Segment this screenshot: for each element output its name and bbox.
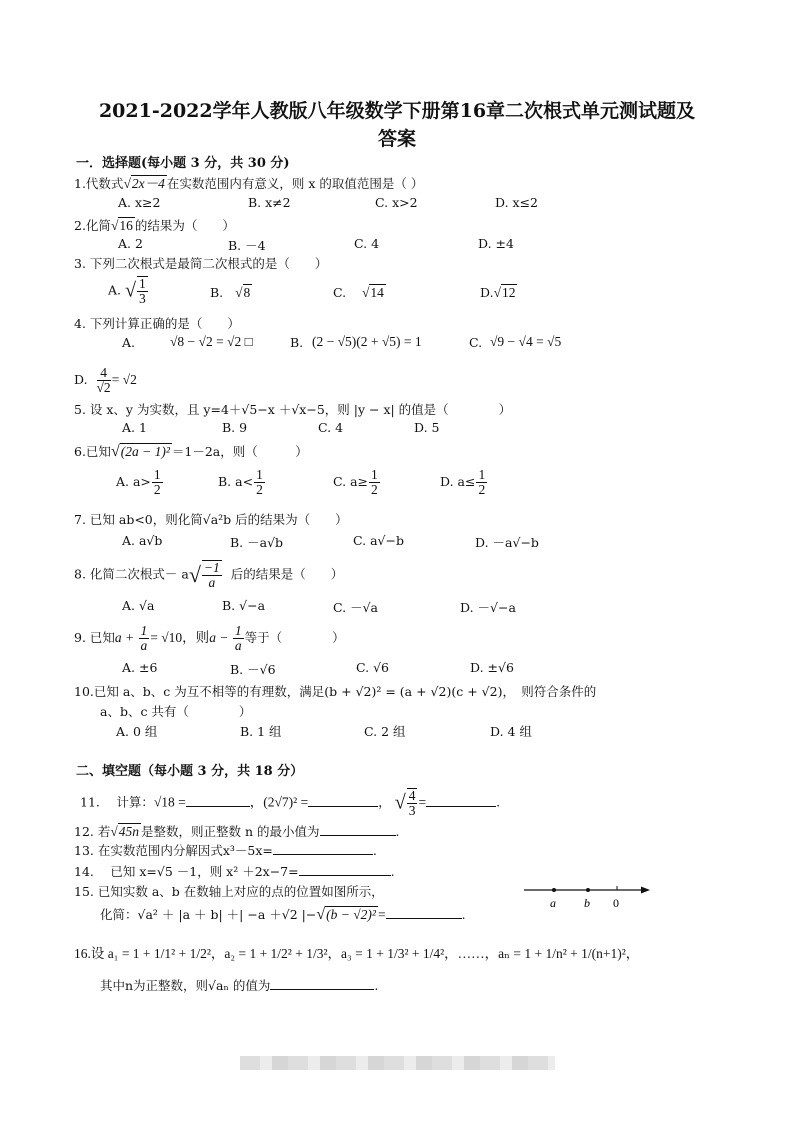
q1-prefix: 1.代数式 xyxy=(74,176,124,191)
q8-radical-sign: √ xyxy=(188,562,201,588)
q10-option-d: D. 4 组 xyxy=(490,724,532,739)
q12-blank[interactable] xyxy=(320,823,396,836)
q10-option-b: B. 1 组 xyxy=(240,724,282,739)
q14-blank[interactable] xyxy=(299,863,391,876)
q3-d-radical xyxy=(494,285,501,300)
q13-blank[interactable] xyxy=(273,842,373,855)
label-b: b xyxy=(584,896,590,910)
q4-d-denominator: √2 xyxy=(96,380,111,396)
q6-label-b: B. a< xyxy=(218,474,254,490)
q11-fraction xyxy=(407,788,418,818)
q6-suffix: ＝1－2a，则（ ） xyxy=(171,444,308,459)
q9-den2: a xyxy=(234,638,242,654)
q6-a-den: 2 xyxy=(153,482,161,498)
q16-end: . xyxy=(374,978,379,993)
q3-radical-sign: √ xyxy=(125,279,136,302)
q8-denominator: a xyxy=(208,575,216,591)
q11-part3: ， xyxy=(378,794,391,810)
q5-option-d: D. 5 xyxy=(414,420,440,435)
q6-label-a: A. a> xyxy=(116,474,151,490)
q4-d-numerator: 4 xyxy=(97,366,111,381)
number-line-diagram xyxy=(522,882,654,912)
question-16 xyxy=(74,942,639,962)
q16-sequence-definition: 16.设 a₁ = 1 + 1/1² + 1/2²，a₂ = 1 + 1/2² + 1/3²，a₃ = 1 + 1/3² + 1/4²，……，aₙ = 1 + 1/n² + 1/(n+1)²， xyxy=(74,946,640,961)
q6-c-num: 1 xyxy=(371,467,378,482)
q9-expr2: a − xyxy=(209,630,232,646)
q11-blank-3[interactable] xyxy=(426,794,496,807)
number-line-arrow xyxy=(641,887,650,894)
q10-option-c: C. 2 组 xyxy=(364,724,406,739)
page-title: 2021-2022学年人教版八年级数学下册第16章二次根式单元测试题及 xyxy=(98,100,696,122)
question-10-line2: a、b、c 共有（ ） xyxy=(100,704,252,719)
q8-option-b: B. √−a xyxy=(222,598,266,613)
question-3: 3. 下列二次根式是最简二次根式的是（ ） xyxy=(74,256,328,271)
q3-option-a xyxy=(108,276,149,306)
question-13 xyxy=(74,841,377,859)
q14-prefix: 14. 已知 x=√5 －1，则 x² ＋2x−7= xyxy=(74,864,299,879)
q5-option-c: C. 4 xyxy=(318,420,344,435)
q6-b-fraction xyxy=(254,468,265,497)
q6-label-d: D. a≤ xyxy=(440,474,476,490)
q6-option-c xyxy=(333,468,381,497)
q8-fraction xyxy=(202,560,222,590)
q9-num2: 1 xyxy=(234,623,242,638)
q5-option-b: B. 9 xyxy=(222,420,248,435)
q6-radicand: (2a − 1)² xyxy=(120,444,170,459)
q6-d-fraction xyxy=(476,468,487,497)
question-6 xyxy=(74,442,308,461)
q6-prefix: 6.已知 xyxy=(74,444,111,459)
q8-option-c: C. －√a xyxy=(333,600,378,615)
q3-option-d xyxy=(480,284,517,301)
q1-suffix: 在实数范围内有意义，则 x 的取值范围是（ ） xyxy=(166,176,424,191)
q1-radical-sign xyxy=(123,176,130,191)
q11-denominator: 3 xyxy=(408,803,416,819)
q15-equals: = xyxy=(377,907,386,922)
q8-option-a: A. √a xyxy=(122,598,155,613)
q2-option-d: D. ±4 xyxy=(478,236,514,251)
q6-d-num: 1 xyxy=(478,467,486,482)
q12-radical-sign xyxy=(110,824,117,839)
q7-option-a: A. a√b xyxy=(122,533,163,548)
q4-d-rhs: = √2 xyxy=(111,372,137,388)
q1-option-b: B. x≠2 xyxy=(248,195,291,210)
question-12 xyxy=(74,822,400,840)
q6-b-num: 1 xyxy=(256,467,263,482)
section-choice-heading: 一．选择题(每小题 3 分，共 30 分) xyxy=(76,156,290,171)
q1-option-a: A. x≥2 xyxy=(118,195,161,210)
q6-c-fraction xyxy=(369,468,380,497)
label-a: a xyxy=(550,896,556,910)
point-b xyxy=(586,888,590,892)
q4-d-fraction xyxy=(97,366,111,395)
q3-numerator: 1 xyxy=(138,276,146,291)
q9-option-a: A. ±6 xyxy=(122,660,158,675)
question-7: 7. 已知 ab<0，则化简√a²b 后的结果为（ ） xyxy=(74,512,348,527)
q9-mid: = √10，则 xyxy=(150,630,210,646)
q4-option-c-expr xyxy=(490,334,561,350)
q9-num1: 1 xyxy=(140,623,148,638)
q7-option-b: B. －a√b xyxy=(230,535,284,550)
q6-b-den: 2 xyxy=(256,482,263,498)
q4-option-b-label: B. xyxy=(290,335,304,350)
question-14 xyxy=(74,862,395,880)
q11-blank-1[interactable] xyxy=(186,794,250,807)
blurred-footer-watermark xyxy=(240,1056,555,1070)
q3-c-radical xyxy=(362,285,369,300)
q4-option-a-expr xyxy=(170,334,253,350)
q12-suffix: 是整数，则正整数 n 的最小值为 xyxy=(141,824,320,839)
q15-expression: 化简：√a² ＋ |a ＋ b| ＋| −a ＋√2 |− xyxy=(100,907,317,922)
q3-b-radical xyxy=(235,285,242,300)
q8-prefix: 8. 化简二次根式－ a xyxy=(74,566,189,582)
q8-option-d: D. －√−a xyxy=(460,600,516,615)
q5-option-a: A. 1 xyxy=(122,420,147,435)
question-11 xyxy=(80,788,500,818)
q6-d-den: 2 xyxy=(478,482,486,498)
q7-option-d: D. －a√−b xyxy=(475,535,539,550)
q9-suffix: 等于（ ） xyxy=(244,630,345,646)
q13-end: . xyxy=(372,843,377,858)
q8-numerator: −1 xyxy=(203,560,220,575)
q9-expr1: a + xyxy=(114,630,138,646)
question-5: 5. 设 x、y 为实数，且 y=4＋√5−x ＋√x−5，则 |y − x| 的值是（ ） xyxy=(74,402,512,417)
question-15-line2 xyxy=(100,905,466,924)
q15-radical-sign: √ xyxy=(316,906,326,923)
q2-prefix: 2.化简 xyxy=(74,218,111,233)
q3-option-c xyxy=(333,284,386,301)
question-2 xyxy=(74,216,235,234)
label-zero: 0 xyxy=(613,896,619,910)
q12-radicand: 45n xyxy=(118,824,140,839)
q13-prefix: 13. 在实数范围内分解因式x³－5x= xyxy=(74,843,273,858)
q4-option-c-label: C. xyxy=(469,335,483,350)
q11-part4: = xyxy=(418,794,427,810)
q12-end: . xyxy=(395,824,400,839)
q1-option-c: C. x>2 xyxy=(375,195,418,210)
q6-label-c: C. a≥ xyxy=(333,474,368,490)
q6-option-a xyxy=(116,468,164,497)
section-fill-heading: 二、填空题（每小题 3 分，共 18 分） xyxy=(76,764,304,779)
q2-suffix: 的结果为（ ） xyxy=(134,218,235,233)
q4-label-d: D. xyxy=(74,372,88,388)
question-1 xyxy=(74,174,423,192)
question-4: 4. 下列计算正确的是（ ） xyxy=(74,316,240,331)
point-a xyxy=(552,888,556,892)
q6-c-den: 2 xyxy=(371,482,378,498)
q9-den1: a xyxy=(140,638,148,654)
q4-option-d xyxy=(74,366,137,395)
q8-suffix: 后的结果是（ ） xyxy=(230,566,344,582)
q2-option-b: B. －4 xyxy=(228,238,266,253)
q3-fraction xyxy=(137,276,148,306)
page-title-line2: 答案 xyxy=(377,128,416,150)
q3-denominator: 3 xyxy=(138,291,146,307)
q11-part1: √18 = xyxy=(153,794,186,810)
q3-label-b: B. xyxy=(210,285,224,300)
q11-blank-2[interactable] xyxy=(308,794,378,807)
q7-option-c: C. a√−b xyxy=(353,533,404,548)
q9-fraction-1 xyxy=(139,624,150,653)
q9-option-c: C. √6 xyxy=(356,660,389,675)
q1-option-d: D. x≤2 xyxy=(495,195,538,210)
q15-blank[interactable] xyxy=(386,906,462,919)
q11-numerator: 4 xyxy=(408,788,416,803)
q14-end: . xyxy=(390,864,395,879)
q6-option-b xyxy=(218,468,266,497)
q6-option-d xyxy=(440,468,488,497)
q2-option-a: A. 2 xyxy=(118,236,143,251)
q11-end: . xyxy=(496,794,501,810)
question-10: 10.已知 a、b、c 为互不相等的有理数，满足(b + √2)² = (a + √2)(c + √2)， 则符合条件的 xyxy=(74,684,597,699)
q9-option-b: B. －√6 xyxy=(230,662,276,677)
question-9 xyxy=(74,624,345,653)
q9-fraction-2 xyxy=(233,624,244,653)
q6-radical-sign xyxy=(111,443,120,460)
q10-option-a: A. 0 组 xyxy=(116,724,158,739)
q2-radical-sign xyxy=(111,218,118,233)
q3-d-radicand: 12 xyxy=(501,285,516,300)
q16-blank[interactable] xyxy=(270,977,374,990)
q2-radicand: 16 xyxy=(119,218,133,233)
q9-prefix: 9. 已知 xyxy=(74,630,115,646)
q11-radical-sign: √ xyxy=(394,791,406,814)
q4-option-b-expr: (2 − √5)(2 + √5) = 1 xyxy=(312,334,422,349)
q3-label-c: C. xyxy=(333,285,347,300)
q4-c-expr-text: 9 − √4 = √5 xyxy=(497,334,562,349)
q2-option-c: C. 4 xyxy=(354,236,380,251)
q4-option-a-label: A. xyxy=(122,335,136,350)
q4-a-expr-text: 8 − √2 = √2 □ xyxy=(177,334,253,349)
q3-c-radicand: 14 xyxy=(370,285,384,300)
q11-prefix: 11. 计算： xyxy=(80,794,154,810)
q1-radicand: 2x－4 xyxy=(131,176,165,191)
q11-part2: ，(2√7)² = xyxy=(249,794,309,810)
question-16-line2 xyxy=(100,976,378,994)
q16-prompt: 其中n为正整数，则√aₙ 的值为 xyxy=(100,978,271,993)
q15-radicand: (b − √2)² xyxy=(326,907,376,922)
q3-option-b xyxy=(210,284,252,301)
q9-option-d: D. ±√6 xyxy=(470,660,514,675)
q3-b-radicand: 8 xyxy=(243,285,251,300)
q15-end: . xyxy=(461,907,466,922)
q3-label-d: D. xyxy=(480,285,494,300)
q12-prefix: 12. 若 xyxy=(74,824,111,839)
question-15: 15. 已知实数 a、b 在数轴上对应的点的位置如图所示， xyxy=(74,884,384,899)
q6-a-fraction xyxy=(152,468,163,497)
q3-label-a: A. xyxy=(108,282,122,298)
q6-a-num: 1 xyxy=(153,467,161,482)
question-8 xyxy=(74,560,343,590)
